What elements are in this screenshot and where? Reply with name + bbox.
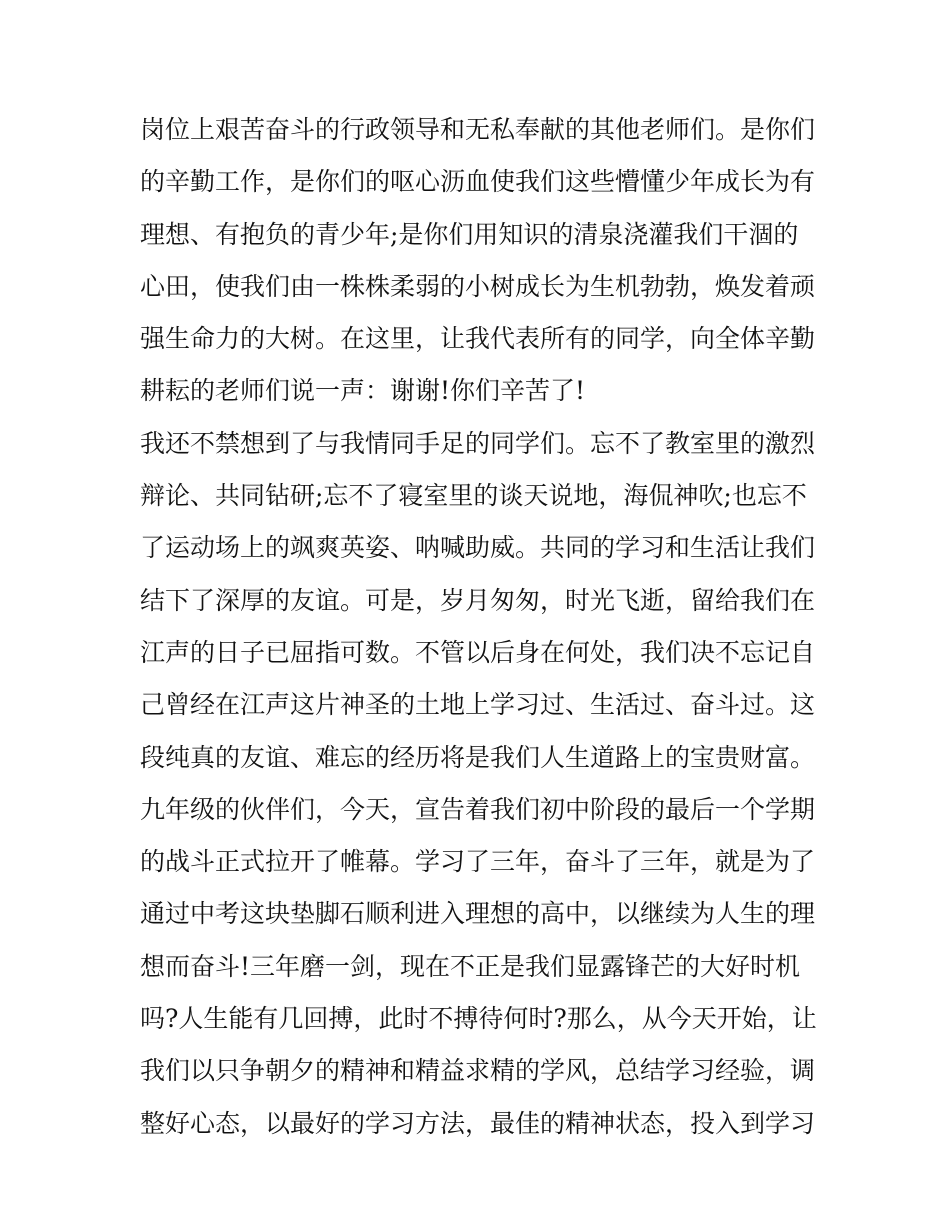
text-line: 我还不禁想到了与我情同手足的同学们。忘不了教室里的激烈 xyxy=(140,428,816,458)
text-line: 理想、有抱负的青少年;是你们用知识的清泉浇灌我们干涸的 xyxy=(140,219,799,249)
document-body xyxy=(140,104,820,1150)
text-line: 想而奋斗!三年磨一剑，现在不正是我们显露锋芒的大好时机 xyxy=(140,951,801,981)
text-line: 通过中考这块垫脚石顺利进入理想的高中，以继续为人生的理 xyxy=(140,899,816,929)
text-line: 强生命力的大树。在这里，让我代表所有的同学，向全体辛勤 xyxy=(140,324,816,354)
text-line: 己曾经在江声这片神圣的土地上学习过、生活过、奋斗过。这 xyxy=(140,690,816,720)
text-line: 江声的日子已屈指可数。不管以后身在何处，我们决不忘记自 xyxy=(140,637,816,667)
text-line: 的辛勤工作，是你们的呕心沥血使我们这些懵懂少年成长为有 xyxy=(140,167,816,197)
text-line: 吗?人生能有几回搏，此时不搏待何时?那么，从今天开始，让 xyxy=(140,1004,817,1034)
text-line: 整好心态，以最好的学习方法，最佳的精神状态，投入到学习 xyxy=(140,1108,816,1138)
text-line: 的战斗正式拉开了帷幕。学习了三年，奋斗了三年，就是为了 xyxy=(140,847,816,877)
text-line: 辩论、共同钻研;忘不了寝室里的谈天说地，海侃神吹;也忘不 xyxy=(140,481,807,511)
text-line: 我们以只争朝夕的精神和精益求精的学风，总结学习经验，调 xyxy=(140,1056,816,1086)
text-line: 结下了深厚的友谊。可是，岁月匆匆，时光飞逝，留给我们在 xyxy=(140,585,816,615)
text-line: 了运动场上的飒爽英姿、呐喊助威。共同的学习和生活让我们 xyxy=(140,533,816,563)
text-line: 耕耘的老师们说一声：谢谢!你们辛苦了! xyxy=(140,376,586,406)
text-line: 九年级的伙伴们，今天，宣告着我们初中阶段的最后一个学期 xyxy=(140,794,816,824)
text-line: 段纯真的友谊、难忘的经历将是我们人生道路上的宝贵财富。 xyxy=(140,742,816,772)
text-line: 心田，使我们由一株株柔弱的小树成长为生机勃勃，焕发着顽 xyxy=(140,271,816,301)
text-line: 岗位上艰苦奋斗的行政领导和无私奉献的其他老师们。是你们 xyxy=(140,115,816,144)
